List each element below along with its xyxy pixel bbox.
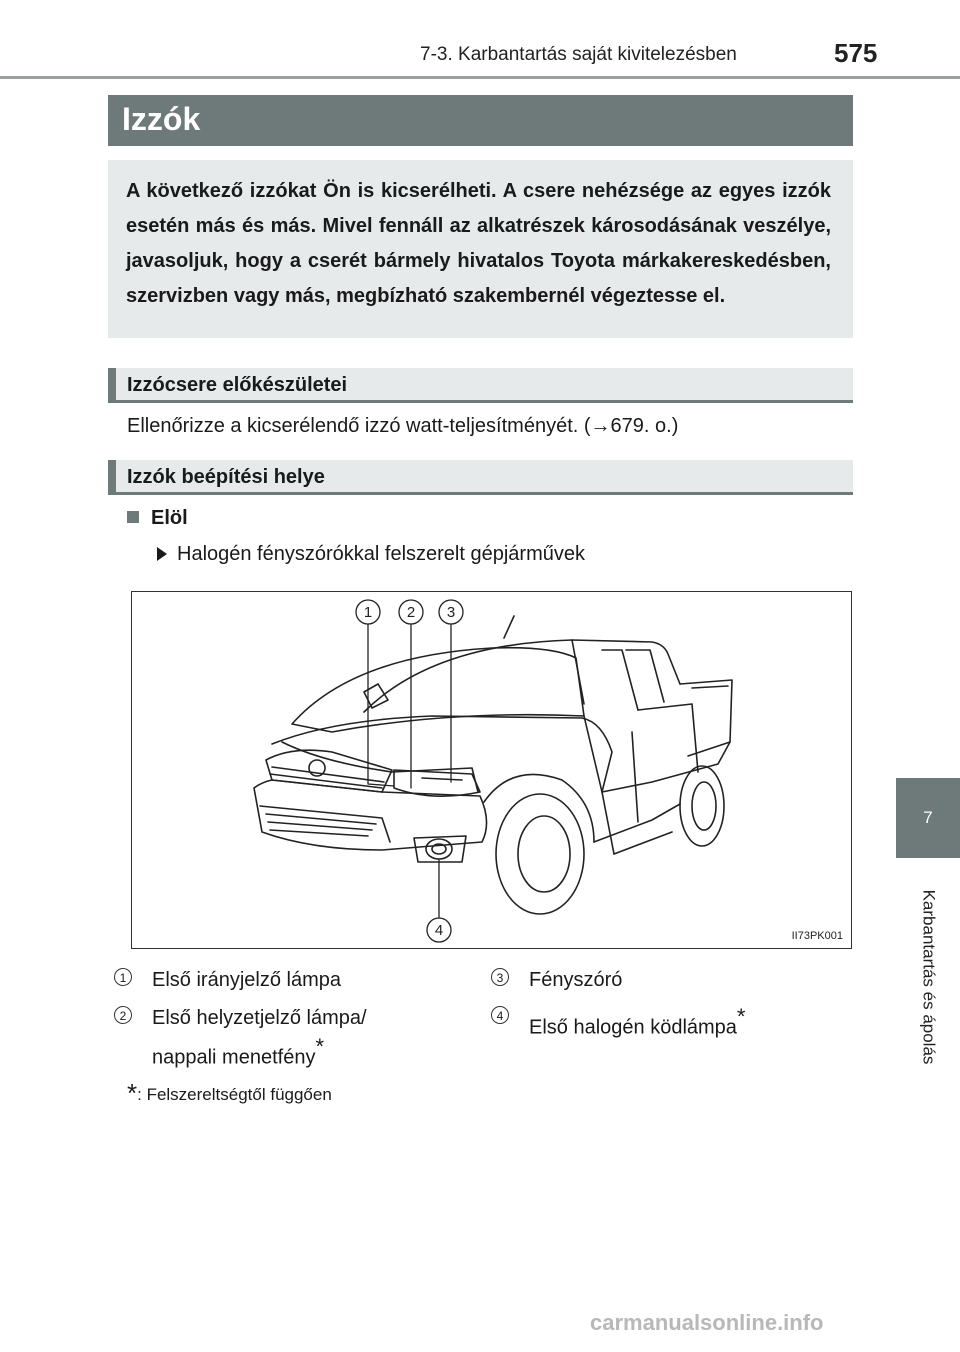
page-number: 575 xyxy=(834,38,878,68)
subbullet-halogen-text: Halogén fényszórókkal felszerelt gépjárművek xyxy=(177,543,585,565)
page-title: Izzók xyxy=(122,101,201,137)
figure-code: II73PK001 xyxy=(791,930,843,942)
legend-label-4: Első halogén ködlámpa xyxy=(529,1016,737,1039)
subheading-locations-text: Izzók beépítési helye xyxy=(127,466,325,488)
vehicle-figure xyxy=(131,591,852,949)
subbullet-halogen xyxy=(157,543,585,566)
callout-1-label: 1 xyxy=(363,604,373,621)
intro-text: A következő izzókat Ön is kicserélheti. A csere nehézsége az egyes izzók esetén más és más. Mivel fennáll az alkatrészek károsodásának veszélye, javasoljuk, hogy a cserét bármely hivatalos Toyota márkakereskedésben, szervizben vagy más, megbízható szakembernél végeztesse el. xyxy=(126,180,831,307)
legend-label-2: Első helyzetjelző lámpa/ xyxy=(152,1007,367,1029)
callout-3-label: 3 xyxy=(446,604,456,621)
footnote-asterisk: * xyxy=(127,1078,138,1108)
running-header-section: 7-3. Karbantartás saját kivitelezésben xyxy=(420,44,737,65)
intro-box xyxy=(108,160,853,338)
legend-num-3: 3 xyxy=(491,968,509,986)
bullet-front-text: Elöl xyxy=(151,507,188,529)
legend-num-4: 4 xyxy=(491,1006,509,1024)
legend-label-4-wrap xyxy=(529,1004,745,1043)
legend-label-2-line2 xyxy=(152,1034,324,1073)
callout-4-label: 4 xyxy=(434,922,444,939)
triangle-bullet-icon xyxy=(157,547,167,561)
footnote-star: * xyxy=(315,1034,325,1059)
subheading-preparation-text: Izzócsere előkészületei xyxy=(127,374,348,396)
bullet-front xyxy=(127,507,188,530)
legend-label-3: Fényszóró xyxy=(529,969,623,991)
subheading-preparation xyxy=(108,368,853,403)
legend-label-2-line2-text: nappali menetfény xyxy=(152,1046,316,1069)
square-bullet-icon xyxy=(127,511,139,523)
chapter-tab-label-text: Karbantartás és ápolás xyxy=(919,889,938,1065)
footnote-star: * xyxy=(736,1004,746,1029)
footnote xyxy=(127,1076,332,1107)
subheading-locations xyxy=(108,460,853,495)
legend-num-2: 2 xyxy=(114,1006,132,1024)
header-rule xyxy=(0,76,960,79)
legend-num-1: 1 xyxy=(114,968,132,986)
chapter-tab-number: 7 xyxy=(896,778,960,858)
chapter-tab-label xyxy=(896,862,960,1092)
footnote-text: : Felszereltségtől függően xyxy=(137,1085,332,1104)
watermark: carmanualsonline.info xyxy=(590,1310,824,1335)
legend-label-1: Első irányjelző lámpa xyxy=(152,969,341,991)
callout-2-label: 2 xyxy=(406,604,416,621)
page-title-bar xyxy=(108,95,853,146)
pickup-truck-illustration xyxy=(132,592,853,950)
preparation-text: Ellenőrizze a kicserélendő izzó watt-teljesítményét. (→679. o.) xyxy=(127,415,679,437)
